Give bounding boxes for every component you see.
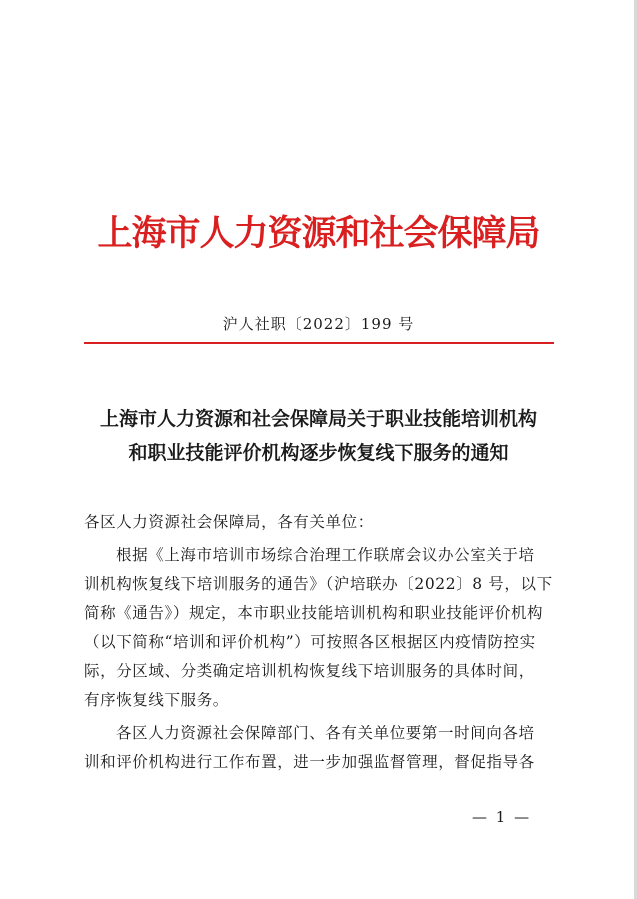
paragraph-line: （以下简称“培训和评价机构”）可按照各区根据区内疫情防控实 [84, 633, 536, 651]
paragraph-line: 训和评价机构进行工作布置，进一步加强监督管理，督促指导各 [84, 753, 535, 771]
paragraph-line: 根据《上海市培训市场综合治理工作联席会议办公室关于培 [116, 546, 535, 564]
page-number: — 1 — [472, 808, 532, 826]
salutation: 各区人力资源社会保障局，各有关单位： [84, 513, 374, 531]
paragraph-line: 简称《通告》）规定，本市职业技能培训机构和职业技能评价机构 [84, 604, 544, 622]
paragraph-line: 各区人力资源社会保障部门、各有关单位要第一时间向各培 [116, 724, 535, 742]
paragraph-line: 际，分区域、分类确定培训机构恢复线下培训服务的具体时间， [84, 662, 535, 680]
document-number: 沪人社职〔2022〕199 号 [222, 315, 415, 333]
agency-header-title: 上海市人力资源和社会保障局 [97, 213, 540, 254]
notice-title [0, 402, 637, 470]
notice-title-line-2: 和职业技能评价机构逐步恢复线下服务的通知 [128, 442, 509, 464]
paragraph-line: 训机构恢复线下培训服务的通告》（沪培联办〔2022〕8 号，以下 [84, 575, 553, 593]
notice-title-line-1: 上海市人力资源和社会保障局关于职业技能培训机构 [99, 408, 537, 430]
notice-body [84, 508, 556, 777]
red-divider-line [84, 342, 554, 344]
paragraph-1 [84, 541, 556, 715]
paragraph-2 [84, 719, 556, 777]
paragraph-line: 有序恢复线下服务。 [84, 691, 229, 709]
